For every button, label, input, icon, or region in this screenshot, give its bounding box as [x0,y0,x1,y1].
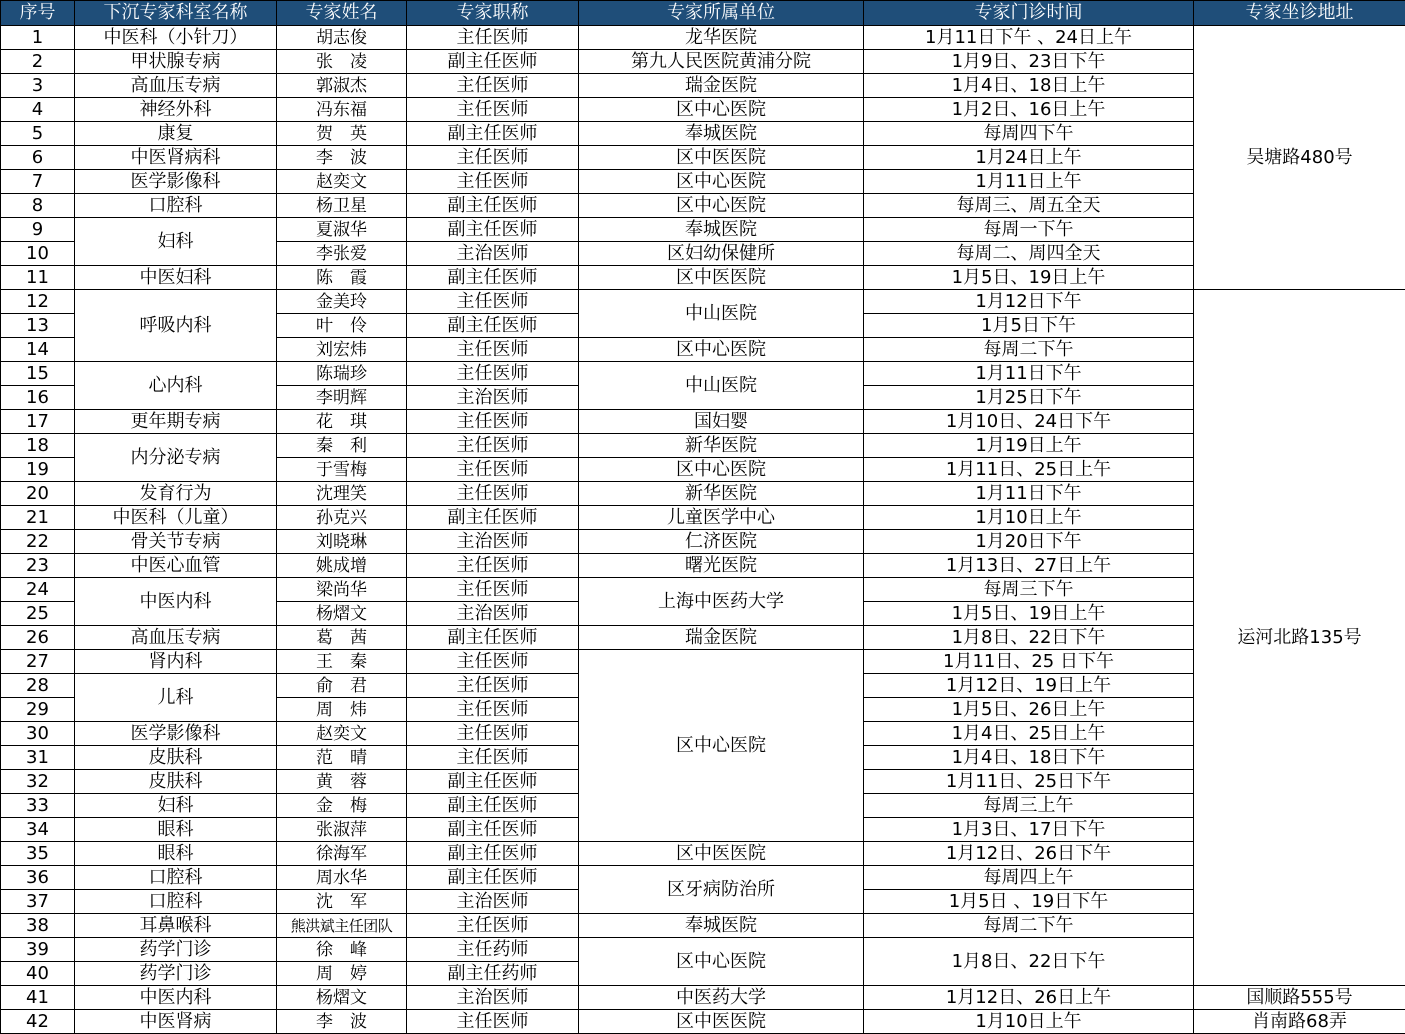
cell-department: 中医肾病 [75,1010,277,1034]
cell-expert-name: 杨熠文 [277,986,407,1010]
cell-expert-title: 主任医师 [407,98,579,122]
cell-expert-title: 副主任医师 [407,866,579,890]
cell-expert-name: 孙克兴 [277,506,407,530]
cell-expert-unit: 奉城医院 [579,218,864,242]
cell-index: 1 [1,26,75,50]
cell-index: 26 [1,626,75,650]
cell-expert-unit: 区中心医院 [579,170,864,194]
cell-expert-name: 沈 军 [277,890,407,914]
cell-expert-title: 副主任医师 [407,122,579,146]
cell-expert-name: 李 波 [277,146,407,170]
cell-index: 14 [1,338,75,362]
cell-clinic-time: 1月4日、18日下午 [864,746,1194,770]
cell-expert-name: 叶 伶 [277,314,407,338]
cell-clinic-time: 1月11日、25日下午 [864,770,1194,794]
cell-expert-title: 主任医师 [407,578,579,602]
cell-expert-name: 徐海军 [277,842,407,866]
cell-department: 肾内科 [75,650,277,674]
cell-department: 口腔科 [75,890,277,914]
cell-expert-unit: 区中医医院 [579,1010,864,1034]
cell-clinic-time: 1月12日、19日上午 [864,674,1194,698]
cell-expert-title: 主任医师 [407,338,579,362]
cell-index: 22 [1,530,75,554]
cell-expert-name: 葛 茜 [277,626,407,650]
cell-department: 高血压专病 [75,74,277,98]
cell-expert-unit: 中山医院 [579,290,864,338]
cell-clinic-time: 1月10日上午 [864,506,1194,530]
cell-department: 康复 [75,122,277,146]
cell-department: 药学门诊 [75,938,277,962]
cell-expert-name: 李明辉 [277,386,407,410]
cell-clinic-time: 1月20日下午 [864,530,1194,554]
cell-index: 33 [1,794,75,818]
cell-index: 17 [1,410,75,434]
cell-index: 23 [1,554,75,578]
header-clinic-address: 专家坐诊地址 [1194,1,1405,26]
cell-expert-unit: 新华医院 [579,482,864,506]
cell-clinic-time: 1月11日、25日上午 [864,458,1194,482]
cell-clinic-time: 每周二下午 [864,338,1194,362]
cell-expert-title: 主治医师 [407,890,579,914]
cell-expert-name: 周水华 [277,866,407,890]
cell-department: 神经外科 [75,98,277,122]
cell-expert-name: 徐 峰 [277,938,407,962]
cell-index: 15 [1,362,75,386]
cell-expert-name: 刘宏炜 [277,338,407,362]
cell-clinic-address: 运河北路135号 [1194,290,1405,986]
cell-index: 9 [1,218,75,242]
cell-index: 35 [1,842,75,866]
cell-expert-title: 副主任医师 [407,626,579,650]
cell-expert-title: 主任医师 [407,362,579,386]
cell-department: 药学门诊 [75,962,277,986]
cell-department: 甲状腺专病 [75,50,277,74]
cell-expert-unit: 国妇婴 [579,410,864,434]
cell-clinic-time: 1月5日下午 [864,314,1194,338]
cell-expert-unit: 奉城医院 [579,122,864,146]
cell-expert-unit: 区中医医院 [579,842,864,866]
cell-expert-unit: 仁济医院 [579,530,864,554]
cell-expert-name: 金美玲 [277,290,407,314]
cell-index: 18 [1,434,75,458]
cell-expert-unit: 瑞金医院 [579,626,864,650]
cell-expert-unit: 奉城医院 [579,914,864,938]
cell-expert-name: 赵奕文 [277,722,407,746]
cell-expert-unit: 区妇幼保健所 [579,242,864,266]
cell-expert-title: 主任药师 [407,938,579,962]
cell-expert-title: 主治医师 [407,386,579,410]
cell-expert-title: 主任医师 [407,554,579,578]
cell-index: 39 [1,938,75,962]
cell-index: 24 [1,578,75,602]
cell-index: 19 [1,458,75,482]
cell-department: 皮肤科 [75,746,277,770]
cell-expert-unit: 区中心医院 [579,938,864,986]
cell-department: 更年期专病 [75,410,277,434]
cell-clinic-time: 1月24日上午 [864,146,1194,170]
cell-index: 10 [1,242,75,266]
cell-expert-title: 副主任医师 [407,314,579,338]
cell-expert-title: 主任医师 [407,458,579,482]
cell-index: 25 [1,602,75,626]
table-row [1,1010,1405,1034]
cell-expert-unit: 区中心医院 [579,650,864,842]
cell-expert-name: 杨卫星 [277,194,407,218]
cell-clinic-time: 1月2日、16日上午 [864,98,1194,122]
cell-department: 口腔科 [75,866,277,890]
cell-clinic-time: 1月8日、22日下午 [864,938,1194,986]
cell-expert-title: 主任医师 [407,1010,579,1034]
cell-clinic-time: 1月11日下午 [864,362,1194,386]
cell-department: 眼科 [75,818,277,842]
cell-expert-name: 张淑萍 [277,818,407,842]
header-department: 下沉专家科室名称 [75,1,277,26]
cell-department: 内分泌专病 [75,434,277,482]
cell-expert-unit: 第九人民医院黄浦分院 [579,50,864,74]
cell-expert-title: 主任医师 [407,74,579,98]
header-index: 序号 [1,1,75,26]
cell-department: 中医妇科 [75,266,277,290]
cell-index: 31 [1,746,75,770]
cell-expert-title: 主治医师 [407,602,579,626]
cell-clinic-time: 1月8日、22日下午 [864,626,1194,650]
cell-expert-unit: 区中心医院 [579,98,864,122]
cell-department: 中医内科 [75,986,277,1010]
cell-expert-name: 夏淑华 [277,218,407,242]
cell-clinic-time: 1月13日、27日上午 [864,554,1194,578]
cell-clinic-time: 1月11日、25 日下午 [864,650,1194,674]
cell-expert-unit: 区中心医院 [579,194,864,218]
cell-department: 皮肤科 [75,770,277,794]
cell-expert-unit: 曙光医院 [579,554,864,578]
cell-expert-title: 副主任药师 [407,962,579,986]
cell-expert-unit: 儿童医学中心 [579,506,864,530]
cell-clinic-time: 1月12日下午 [864,290,1194,314]
cell-department: 呼吸内科 [75,290,277,362]
cell-clinic-time: 1月3日、17日下午 [864,818,1194,842]
cell-department: 骨关节专病 [75,530,277,554]
cell-expert-title: 副主任医师 [407,218,579,242]
cell-expert-title: 副主任医师 [407,818,579,842]
cell-clinic-time: 1月4日、25日上午 [864,722,1194,746]
cell-index: 13 [1,314,75,338]
cell-expert-title: 副主任医师 [407,794,579,818]
cell-clinic-address: 肖南路68弄 [1194,1010,1405,1034]
header-expert-name: 专家姓名 [277,1,407,26]
cell-index: 42 [1,1010,75,1034]
cell-expert-name: 周 婷 [277,962,407,986]
cell-clinic-time: 1月9日、23日下午 [864,50,1194,74]
cell-expert-name: 杨熠文 [277,602,407,626]
cell-expert-title: 主任医师 [407,26,579,50]
cell-index: 38 [1,914,75,938]
cell-index: 30 [1,722,75,746]
cell-clinic-time: 1月19日上午 [864,434,1194,458]
cell-expert-name: 贺 英 [277,122,407,146]
cell-index: 16 [1,386,75,410]
cell-expert-title: 主治医师 [407,986,579,1010]
cell-clinic-time: 每周三上午 [864,794,1194,818]
cell-clinic-time: 每周二下午 [864,914,1194,938]
cell-department: 儿科 [75,674,277,722]
cell-department: 妇科 [75,218,277,266]
cell-expert-name: 刘晓琳 [277,530,407,554]
cell-expert-title: 主任医师 [407,482,579,506]
cell-expert-title: 主任医师 [407,746,579,770]
cell-expert-title: 副主任医师 [407,842,579,866]
cell-expert-title: 主任医师 [407,410,579,434]
cell-department: 中医肾病科 [75,146,277,170]
cell-index: 28 [1,674,75,698]
cell-expert-title: 主任医师 [407,698,579,722]
cell-expert-title: 副主任医师 [407,266,579,290]
cell-expert-name: 熊洪斌主任团队 [277,914,407,938]
cell-expert-name: 王 秦 [277,650,407,674]
cell-index: 20 [1,482,75,506]
cell-expert-name: 金 梅 [277,794,407,818]
cell-expert-name: 李 波 [277,1010,407,1034]
cell-index: 7 [1,170,75,194]
cell-expert-name: 陈瑞珍 [277,362,407,386]
cell-clinic-time: 1月25日下午 [864,386,1194,410]
cell-expert-name: 范 晴 [277,746,407,770]
cell-expert-name: 冯东福 [277,98,407,122]
cell-expert-title: 主任医师 [407,722,579,746]
cell-expert-name: 花 琪 [277,410,407,434]
cell-department: 医学影像科 [75,722,277,746]
cell-expert-title: 副主任医师 [407,506,579,530]
cell-expert-title: 主任医师 [407,914,579,938]
cell-index: 3 [1,74,75,98]
cell-expert-name: 郭淑杰 [277,74,407,98]
cell-index: 21 [1,506,75,530]
cell-clinic-time: 每周四下午 [864,122,1194,146]
header-expert-title: 专家职称 [407,1,579,26]
cell-clinic-time: 每周二、周四全天 [864,242,1194,266]
cell-department: 高血压专病 [75,626,277,650]
cell-expert-title: 主任医师 [407,170,579,194]
header-clinic-time: 专家门诊时间 [864,1,1194,26]
cell-department: 中医科（儿童） [75,506,277,530]
cell-department: 眼科 [75,842,277,866]
cell-expert-unit: 区中医医院 [579,146,864,170]
cell-expert-title: 主任医师 [407,146,579,170]
cell-index: 40 [1,962,75,986]
cell-expert-unit: 瑞金医院 [579,74,864,98]
cell-expert-name: 黄 蓉 [277,770,407,794]
cell-clinic-time: 1月4日、18日上午 [864,74,1194,98]
cell-index: 27 [1,650,75,674]
cell-expert-unit: 龙华医院 [579,26,864,50]
cell-department: 耳鼻喉科 [75,914,277,938]
table-row [1,290,1405,314]
cell-index: 29 [1,698,75,722]
cell-expert-name: 赵奕文 [277,170,407,194]
cell-clinic-time: 1月12日、26日下午 [864,842,1194,866]
cell-expert-name: 于雪梅 [277,458,407,482]
cell-department: 中医科（小针刀） [75,26,277,50]
table-row [1,26,1405,50]
cell-index: 34 [1,818,75,842]
cell-clinic-time: 1月5日、19日上午 [864,266,1194,290]
cell-expert-name: 秦 利 [277,434,407,458]
cell-expert-unit: 区中医医院 [579,266,864,290]
cell-expert-title: 主治医师 [407,242,579,266]
cell-clinic-time: 1月5日 、19日下午 [864,890,1194,914]
cell-department: 发育行为 [75,482,277,506]
cell-expert-name: 胡志俊 [277,26,407,50]
cell-index: 36 [1,866,75,890]
cell-expert-title: 副主任医师 [407,770,579,794]
cell-index: 11 [1,266,75,290]
cell-department: 中医内科 [75,578,277,626]
cell-clinic-time: 1月11日下午 、24日上午 [864,26,1194,50]
table-body [1,26,1405,1034]
cell-expert-name: 姚成增 [277,554,407,578]
cell-department: 口腔科 [75,194,277,218]
cell-expert-name: 周 炜 [277,698,407,722]
cell-expert-unit: 区中心医院 [579,338,864,362]
table-row [1,986,1405,1010]
cell-clinic-time: 1月5日、19日上午 [864,602,1194,626]
cell-expert-unit: 新华医院 [579,434,864,458]
cell-index: 4 [1,98,75,122]
cell-expert-unit: 区牙病防治所 [579,866,864,914]
cell-clinic-time: 每周三、周五全天 [864,194,1194,218]
cell-clinic-time: 1月10日上午 [864,1010,1194,1034]
cell-clinic-time: 每周四上午 [864,866,1194,890]
cell-expert-unit: 中山医院 [579,362,864,410]
cell-expert-name: 俞 君 [277,674,407,698]
cell-index: 32 [1,770,75,794]
cell-index: 2 [1,50,75,74]
cell-clinic-time: 1月10日、24日下午 [864,410,1194,434]
cell-department: 妇科 [75,794,277,818]
cell-department: 中医心血管 [75,554,277,578]
cell-index: 8 [1,194,75,218]
cell-expert-name: 陈 霞 [277,266,407,290]
cell-expert-title: 主任医师 [407,674,579,698]
cell-clinic-time: 1月5日、26日上午 [864,698,1194,722]
cell-index: 37 [1,890,75,914]
header-expert-unit: 专家所属单位 [579,1,864,26]
cell-clinic-address: 国顺路555号 [1194,986,1405,1010]
cell-expert-name: 沈理笑 [277,482,407,506]
cell-expert-unit: 上海中医药大学 [579,578,864,626]
cell-expert-name: 李张爱 [277,242,407,266]
cell-clinic-time: 1月11日下午 [864,482,1194,506]
cell-expert-title: 主任医师 [407,290,579,314]
cell-clinic-time: 每周一下午 [864,218,1194,242]
cell-expert-title: 主任医师 [407,650,579,674]
cell-expert-title: 副主任医师 [407,50,579,74]
cell-index: 41 [1,986,75,1010]
cell-expert-name: 张 凌 [277,50,407,74]
cell-department: 医学影像科 [75,170,277,194]
cell-index: 6 [1,146,75,170]
cell-expert-title: 主治医师 [407,530,579,554]
cell-clinic-time: 1月11日上午 [864,170,1194,194]
cell-expert-unit: 区中心医院 [579,458,864,482]
cell-clinic-time: 每周三下午 [864,578,1194,602]
cell-index: 5 [1,122,75,146]
cell-clinic-address: 吴塘路480号 [1194,26,1405,290]
cell-department: 心内科 [75,362,277,410]
header-row [1,1,1405,26]
cell-clinic-time: 1月12日、26日上午 [864,986,1194,1010]
cell-expert-title: 副主任医师 [407,194,579,218]
cell-expert-name: 梁尚华 [277,578,407,602]
cell-index: 12 [1,290,75,314]
cell-expert-title: 主任医师 [407,434,579,458]
cell-expert-unit: 中医药大学 [579,986,864,1010]
